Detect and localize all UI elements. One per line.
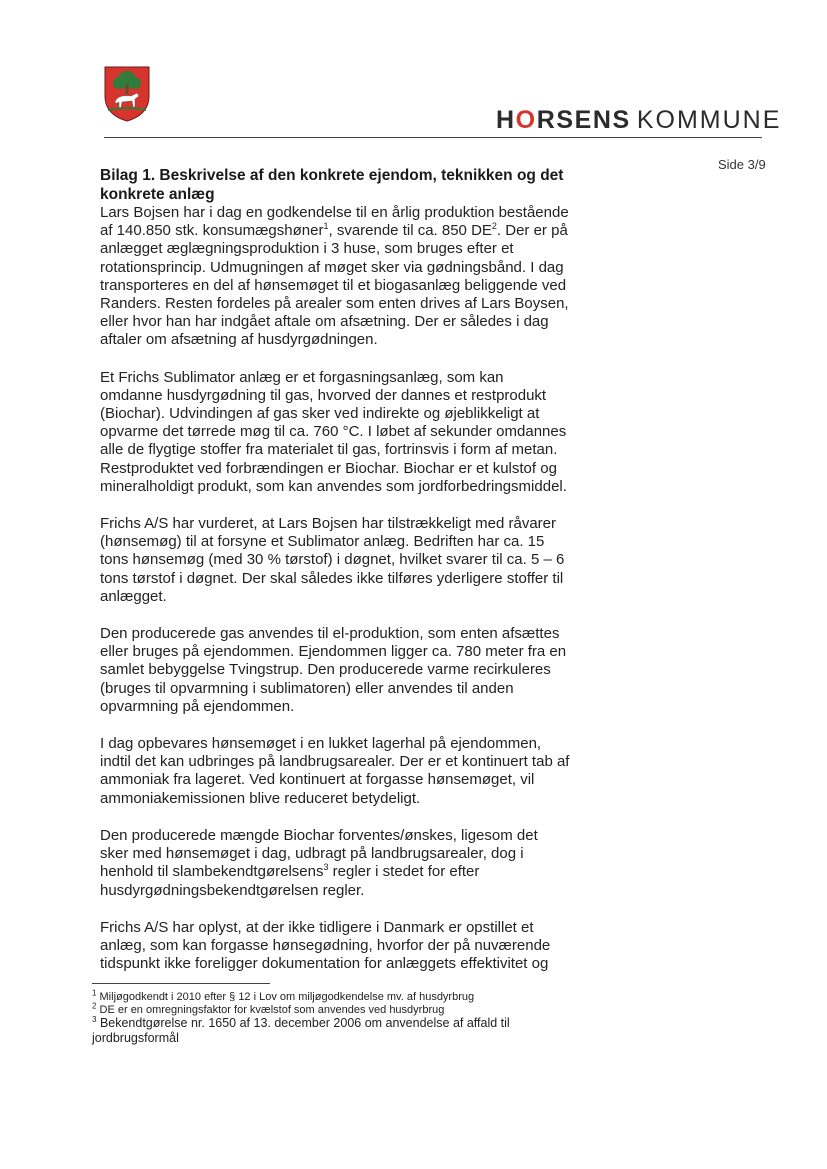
document-body <box>100 166 570 992</box>
paragraph-2: Et Frichs Sublimator anlæg er et forgasningsanlæg, som kan omdanne husdyrgødning til gas, hvorved der dannes et restprodukt (Biochar). Udvindingen af gas sker ved indirekte og øjeblikkeligt at opvarme det tørrede møg til ca. 760 °C. I løbet af sekunder omdannes alle de flygtige stoffer fra materialet til gas, fortrinsvis i form af metan. Restproduktet ved forbrændingen er Biochar. Biochar er et kulstof og mineralholdigt produkt, som kan anvendes som jordforbedringsmiddel. <box>100 368 567 495</box>
footnotes <box>92 988 562 1046</box>
paragraph-6: Den producerede mængde Biochar forventes/ønskes, ligesom det sker med hønsemøget i dag, udbragt på landbrugsarealer, dog i henhold til slambekendtgørelsens$^3$ regler i stedet for efter husdyrgødningsbekendtgørelsen regler. <box>100 826 538 899</box>
footnote-1: $^1$ Miljøgodkendt i 2010 efter § 12 i Lov om miljøgodkendelse mv. af husdyrbrug <box>92 988 475 1003</box>
footnote-3: $^3$ Bekendtgørelse nr. 1650 af 13. december 2006 om anvendelse af affald til jordbrugsformål <box>92 1014 510 1045</box>
paragraph-4: Den producerede gas anvendes til el-produktion, som enten afsættes eller bruges på ejendommen. Ejendommen ligger ca. 780 meter fra en samlet bebyggelse Tvingstrup. Den producerede varme recirkuleres (bruges til opvarmning i sublimatoren) eller anvendes til anden opvarmning på ejendommen. <box>100 625 567 715</box>
section-title: Bilag 1. Beskrivelse af den konkrete ejendom, teknikken og det konkrete anlæg <box>100 167 564 203</box>
footnote-rule <box>92 983 270 984</box>
page-number: Side 3/9 <box>718 157 766 172</box>
header-rule <box>104 137 762 138</box>
horsens-coat-of-arms-icon <box>104 66 150 122</box>
horsens-kommune-logo: HORSENS KOMMUNE <box>496 106 782 134</box>
paragraph-7: Frichs A/S har oplyst, at der ikke tidligere i Danmark er opstillet et anlæg, som kan forgasse hønsegødning, hvorfor der på nuværende tidspunkt ikke foreligger dokumentation for anlæggets effektivitet og <box>100 918 551 973</box>
paragraph-1: Lars Bojsen har i dag en godkendelse til en årlig produktion bestående af 140.850 stk. konsumægshøner$^1$, svarende til ca. 850 $DE^2$. Der er på anlægget æglægningsproduktion i 3 huse, som bruges efter et rotationsprincip. Udmugningen af møget sker via gødningsbånd. I dag transporteres en del af hønsemøget til et biogasanlæg beliggende ved Randers. Resten fordeles på arealer som enten drives af Lars Boysen, eller hvor han har indgået aftale om afsætning. Der er således i dag aftaler om afsætning af husdyrgødningen. <box>100 204 569 349</box>
paragraph-3: Frichs A/S har vurderet, at Lars Bojsen har tilstrækkeligt med råvarer (hønsemøg) til at forsyne et Sublimator anlæg. Bedriften har ca. 15 tons hønsemøg (med 30 % tørstof) i døgnet, hvilket svarer til ca. 5 – 6 tons tørstof i døgnet. Der skal således ikke tilføres yderligere stoffer til anlægget. <box>100 515 565 605</box>
footnote-2: $^2$ DE er en omregningsfaktor for kvælstof som anvendes ved husdyrbrug <box>92 1000 445 1016</box>
paragraph-5: I dag opbevares hønsemøget i en lukket lagerhal på ejendommen, indtil det kan udbringes på landbrugsarealer. Der er et kontinuert tab af ammoniak fra lageret. Ved kontinuert at forgasse hønsemøget, vil ammoniakemissionen blive reduceret betydeligt. <box>100 735 570 807</box>
